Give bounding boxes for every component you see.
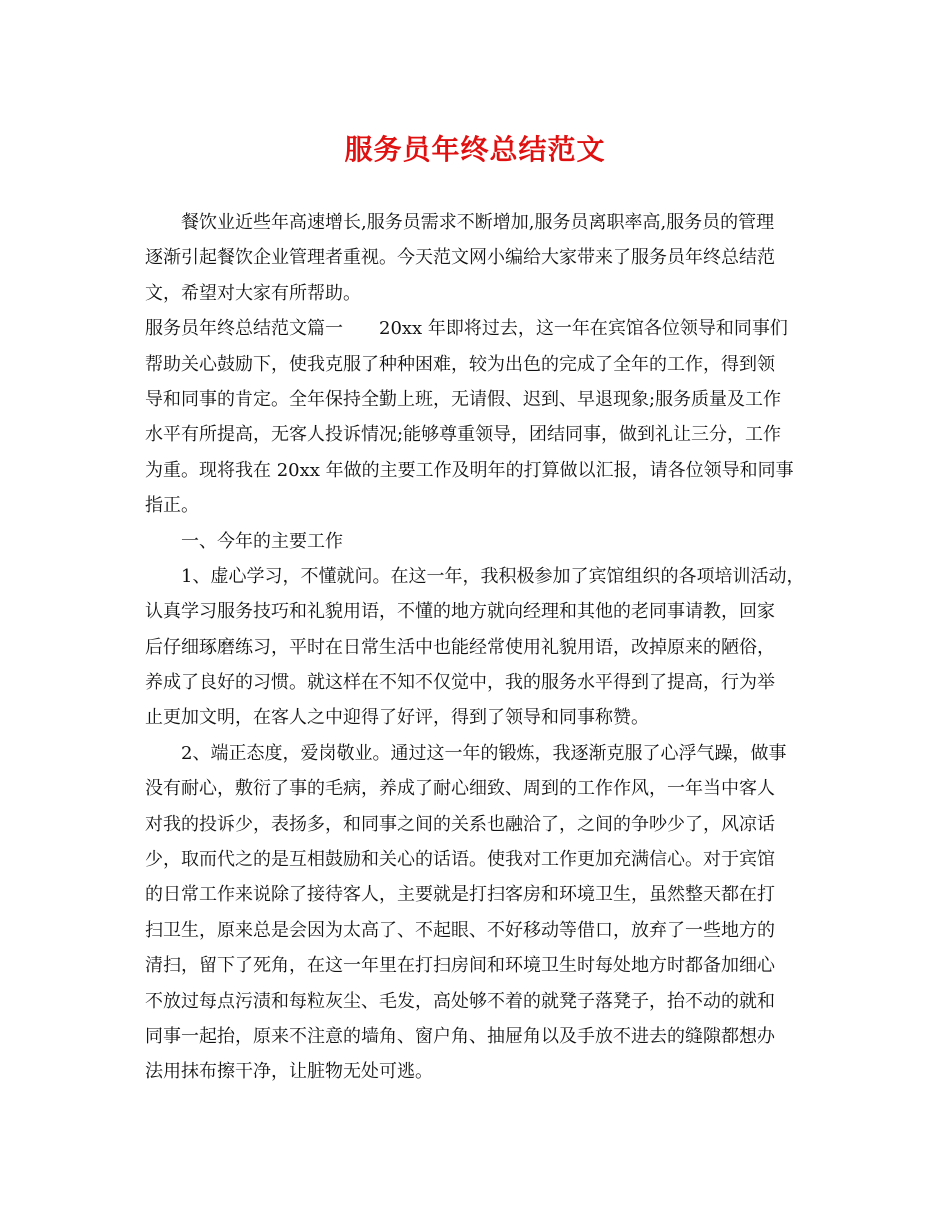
body-line: 服务员年终总结范文篇一 20xx 年即将过去，这一年在宾馆各位领导和同事们 bbox=[145, 318, 788, 340]
body-line: 文，希望对大家有所帮助。 bbox=[145, 282, 361, 304]
body-line: 同事一起抬，原来不注意的墙角、窗户角、抽屉角以及手放不进去的缝隙都想办 bbox=[145, 1025, 775, 1047]
body-line: 为重。现将我在 20xx 年做的主要工作及明年的打算做以汇报，请各位领导和同事 bbox=[145, 459, 794, 481]
body-line: 餐饮业近些年高速增长,服务员需求不断增加,服务员离职率高,服务员的管理 bbox=[181, 212, 775, 233]
body-line: 法用抹布擦干净，让脏物无处可逃。 bbox=[145, 1061, 433, 1083]
body-line: 止更加文明，在客人之中迎得了好评，得到了领导和同事称赞。 bbox=[145, 707, 649, 729]
body-line: 少，取而代之的是互相鼓励和关心的话语。使我对工作更加充满信心。对于宾馆 bbox=[145, 849, 775, 871]
body-line: 2、端正态度，爱岗敬业。通过这一年的锻炼，我逐渐克服了心浮气躁，做事 bbox=[181, 742, 787, 764]
document-title: 服务员年终总结范文 bbox=[344, 133, 606, 166]
body-line: 认真学习服务技巧和礼貌用语，不懂的地方就向经理和其他的老同事请教，回家 bbox=[145, 601, 775, 623]
body-line: 扫卫生，原来总是会因为太高了、不起眼、不好移动等借口，放弃了一些地方的 bbox=[145, 919, 775, 941]
body-line: 没有耐心，敷衍了事的毛病，养成了耐心细致、周到的工作作风，一年当中客人 bbox=[145, 778, 775, 800]
body-line: 水平有所提高，无客人投诉情况;能够尊重领导，团结同事，做到礼让三分，工作 bbox=[145, 424, 782, 446]
body-line: 对我的投诉少，表扬多，和同事之间的关系也融洽了，之间的争吵少了，风凉话 bbox=[145, 813, 775, 835]
body-line: 养成了良好的习惯。就这样在不知不仅觉中，我的服务水平得到了提高，行为举 bbox=[145, 672, 775, 694]
body-line: 清扫，留下了死角，在这一年里在打扫房间和环境卫生时每处地方时都备加细心 bbox=[145, 955, 775, 977]
body-line: 导和同事的肯定。全年保持全勤上班，无请假、迟到、早退现象;服务质量及工作 bbox=[145, 388, 782, 410]
document-body bbox=[145, 205, 810, 1090]
body-line: 的日常工作来说除了接待客人，主要就是打扫客房和环境卫生，虽然整天都在打 bbox=[145, 884, 775, 906]
body-line: 逐渐引起餐饮企业管理者重视。今天范文网小编给大家带来了服务员年终总结范 bbox=[145, 247, 775, 269]
body-line: 不放过每点污渍和每粒灰尘、毛发，高处够不着的就凳子落凳子，抬不动的就和 bbox=[145, 990, 775, 1012]
body-line: 帮助关心鼓励下，使我克服了种种困难，较为出色的完成了全年的工作，得到领 bbox=[145, 353, 775, 375]
body-line: 一、今年的主要工作 bbox=[181, 530, 343, 552]
body-line: 后仔细琢磨练习，平时在日常生活中也能经常使用礼貌用语，改掉原来的陋俗， bbox=[145, 636, 775, 658]
body-line: 指正。 bbox=[145, 495, 199, 517]
body-line: 1、虚心学习，不懂就问。在这一年，我积极参加了宾馆组织的各项培训活动， bbox=[181, 565, 805, 587]
